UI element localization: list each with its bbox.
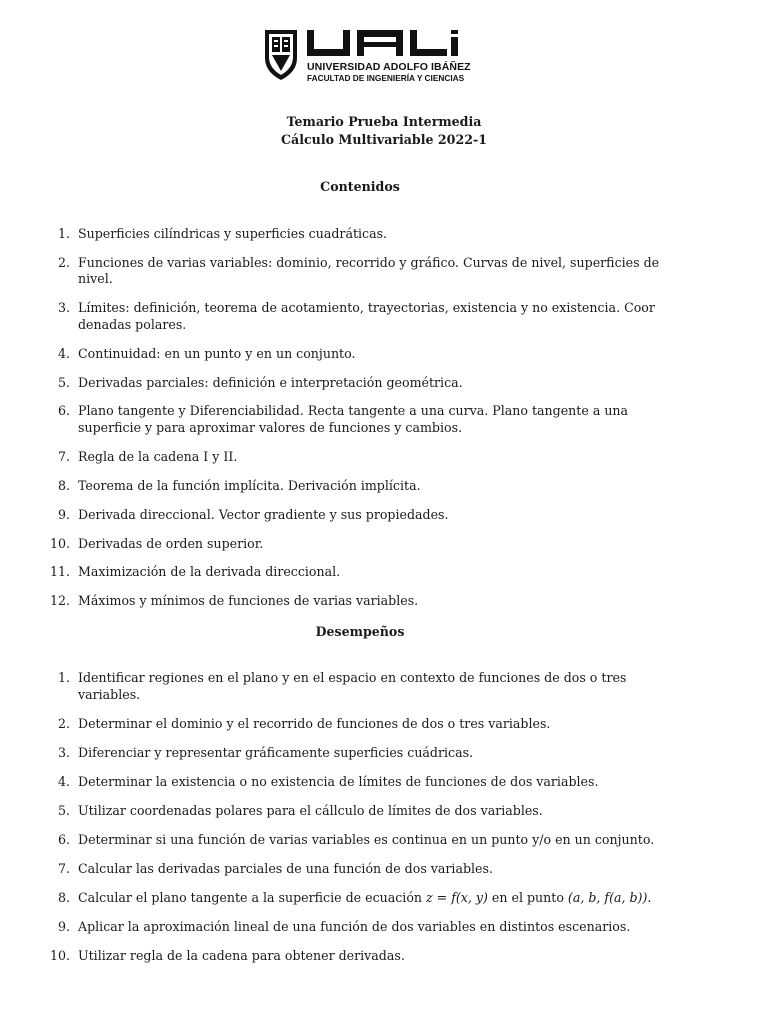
item-number: 6. <box>57 403 70 419</box>
list-item <box>0 670 768 703</box>
list-item <box>0 375 768 392</box>
item-text-middle: en el punto <box>487 889 568 905</box>
item-text: Utilizar coordenadas polares para el cállculo de límites de dos variables. <box>78 802 543 818</box>
list-item <box>0 832 768 849</box>
item-number: 10. <box>49 535 70 551</box>
item-text: Regla de la cadena I y II. <box>78 448 238 464</box>
university-crest-icon <box>262 28 300 82</box>
item-number: 5. <box>57 802 70 818</box>
list-item <box>0 774 768 791</box>
list-item <box>0 300 768 333</box>
list-item <box>0 536 768 553</box>
math-expression: (a, b, f(a, b)) <box>567 889 648 905</box>
item-number: 2. <box>57 715 70 731</box>
item-text: Diferenciar y representar gráficamente superficies cuádricas. <box>78 744 474 760</box>
list-item <box>0 919 768 936</box>
list-item <box>0 564 768 581</box>
item-number: 3. <box>57 300 70 316</box>
item-number: 7. <box>57 448 70 464</box>
item-text: Identificar regiones en el plano y en el espacio en contexto de funciones de dos o tres variables. <box>78 670 627 702</box>
item-text-before: Calcular el plano tangente a la superficie de ecuación <box>78 889 427 905</box>
desempenos-list <box>0 670 768 977</box>
item-number: 3. <box>57 744 70 760</box>
item-number: 1. <box>57 670 70 685</box>
list-item <box>0 593 768 610</box>
list-item <box>0 403 768 436</box>
list-item <box>0 255 768 288</box>
section-heading-desempenos: Desempeños <box>315 624 405 639</box>
item-number: 9. <box>57 918 70 934</box>
item-number: 7. <box>57 860 70 876</box>
list-item <box>0 890 768 907</box>
item-number: 9. <box>57 506 70 522</box>
item-text: Límites: definición, teorema de acotamiento, trayectorias, existencia y no existencia. Coor denadas polares. <box>78 300 655 332</box>
item-number: 1. <box>57 226 70 241</box>
list-item <box>0 346 768 363</box>
item-text: Plano tangente y Diferenciabilidad. Recta tangente a una curva. Plano tangente a una superficie y para aproximar valores de funciones y cambios. <box>78 403 629 435</box>
item-number: 8. <box>57 889 70 905</box>
item-text: Aplicar la aproximación lineal de una función de dos variables en distintos escenarios. <box>78 918 631 934</box>
document-subtitle: Cálculo Multivariable 2022-1 <box>281 132 487 147</box>
list-item <box>0 745 768 762</box>
item-text: Determinar si una función de varias variables es continua en un punto y/o en un conjunto. <box>78 831 655 847</box>
math-expression: z = f(x, y) <box>426 889 488 905</box>
list-item <box>0 861 768 878</box>
item-text: Derivadas parciales: definición e interpretación geométrica. <box>78 374 463 390</box>
faculty-name: FACULTAD DE INGENIERÍA Y CIENCIAS <box>307 73 465 83</box>
university-logo <box>262 28 471 84</box>
item-text: Superficies cilíndricas y superficies cuadráticas. <box>78 226 388 241</box>
item-text: Determinar el dominio y el recorrido de funciones de dos o tres variables. <box>78 715 551 731</box>
item-number: 5. <box>57 374 70 390</box>
item-text: Utilizar regla de la cadena para obtener derivadas. <box>78 947 405 963</box>
list-item <box>0 478 768 495</box>
list-item <box>0 507 768 524</box>
item-text: Teorema de la función implícita. Derivación implícita. <box>78 477 421 493</box>
item-text: Determinar la existencia o no existencia de límites de funciones de dos variables. <box>78 773 599 789</box>
uai-wordmark <box>307 30 459 56</box>
item-text: Continuidad: en un punto y en un conjunto. <box>78 345 356 361</box>
contenidos-list <box>0 226 768 622</box>
list-item <box>0 226 768 243</box>
item-text: Derivada direccional. Vector gradiente y sus propiedades. <box>78 506 449 522</box>
item-text: Calcular las derivadas parciales de una función de dos variables. <box>78 860 493 876</box>
document-title: Temario Prueba Intermedia <box>286 114 482 129</box>
item-text: Máximos y mínimos de funciones de varias variables. <box>78 593 419 609</box>
list-item <box>0 803 768 820</box>
item-number: 8. <box>57 477 70 493</box>
list-item <box>0 948 768 965</box>
item-number: 2. <box>57 254 70 270</box>
item-number: 12. <box>49 593 70 609</box>
item-number: 11. <box>49 564 70 580</box>
list-item <box>0 449 768 466</box>
item-number: 4. <box>57 773 70 789</box>
item-number: 6. <box>57 831 70 847</box>
item-number: 4. <box>57 345 70 361</box>
section-heading-contenidos: Contenidos <box>320 179 400 194</box>
item-text-after: . <box>647 889 652 905</box>
item-number: 10. <box>49 947 70 963</box>
list-item <box>0 716 768 733</box>
university-name: UNIVERSIDAD ADOLFO IBÁÑEZ <box>307 61 471 73</box>
item-text: Derivadas de orden superior. <box>78 535 264 551</box>
item-text: Maximización de la derivada direccional. <box>78 564 341 580</box>
item-text: Funciones de varias variables: dominio, recorrido y gráfico. Curvas de nivel, superficies de nivel. <box>78 254 660 287</box>
